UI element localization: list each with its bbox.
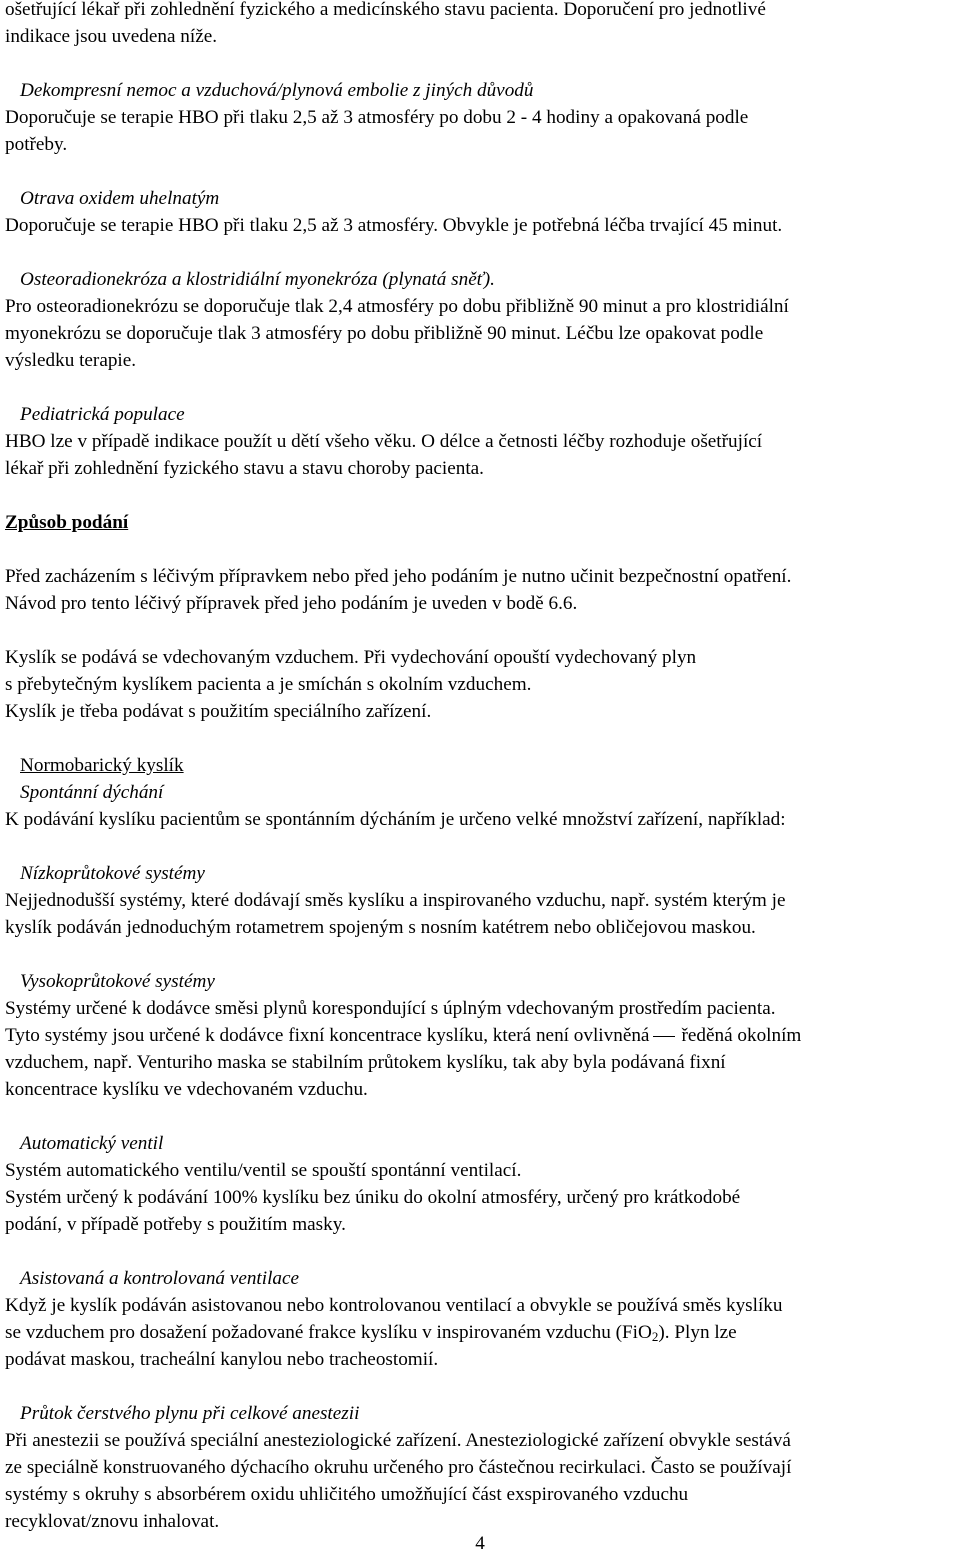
section-otrava <box>5 185 957 239</box>
section-title: Normobarický kyslík <box>20 755 184 776</box>
text-line: Systémy určené k dodávce směsi plynů korespondující s úplným vdechovaným prostředím pacienta. <box>5 998 776 1019</box>
section-dekompresni <box>5 77 957 158</box>
section-prutok <box>5 1400 957 1535</box>
section-subtitle: Průtok čerstvého plynu při celkové anestezii <box>20 1403 360 1424</box>
text-line: ošetřující lékař při zohlednění fyzického a medicínského stavu pacienta. Doporučení pro jednotlivé <box>5 0 766 20</box>
text-line: indikace jsou uvedena níže. <box>5 26 218 47</box>
section-normobaricky <box>5 752 957 833</box>
section-subtitle: Osteoradionekróza a klostridiální myonekróza (plynatá sněť). <box>20 269 495 290</box>
text-line: ze speciálně konstruovaného dýchacího okruhu určeného pro částečnou recirkulaci. Často se používají <box>5 1457 792 1478</box>
section-osteoradionekroza <box>5 266 957 374</box>
text-line: recyklovat/znovu inhalovat. <box>5 1511 220 1532</box>
text-line: Před zacházením s léčivým přípravkem nebo před jeho podáním je nutno učinit bezpečnostní opatření. <box>5 566 792 587</box>
text-span: se vzduchem pro dosažení požadované frakce kyslíku v inspirovaném vzduchu (FiO <box>5 1322 652 1343</box>
section-subtitle: Vysokoprůtokové systémy <box>20 971 215 992</box>
page-number: 4 <box>475 1533 485 1554</box>
text-line: vzduchem, např. Venturiho maska se stabilním průtokem kyslíku, tak aby byla podávaná fixní <box>5 1052 726 1073</box>
section-subtitle: Pediatrická populace <box>20 404 185 425</box>
text-line: kyslík podáván jednoduchým rotametrem spojeným s nosním katétrem nebo obličejovou maskou. <box>5 917 756 938</box>
subscript: 2 <box>651 1329 659 1344</box>
text-span: ). Plyn lze <box>658 1322 737 1343</box>
text-line: K podávání kyslíku pacientům se spontánním dýcháním je určeno velké množství zařízení, například: <box>5 809 786 830</box>
text-line: podání, v případě potřeby s použitím masky. <box>5 1214 346 1235</box>
text-line: Doporučuje se terapie HBO při tlaku 2,5 až 3 atmosféry po dobu 2 - 4 hodiny a opakovaná podle <box>5 107 749 128</box>
section-subtitle: Nízkoprůtokové systémy <box>20 863 205 884</box>
text-line <box>5 1022 957 1049</box>
section-subtitle: Spontánní dýchání <box>20 782 164 803</box>
section-asistovana <box>5 1265 957 1373</box>
section-automaticky-ventil <box>5 1130 957 1238</box>
text-line: Při anestezii se používá speciální anesteziologické zařízení. Anesteziologické zařízení obvykle sestává <box>5 1430 791 1451</box>
text-line <box>5 1319 957 1346</box>
text-line: Systém automatického ventilu/ventil se spouští spontánní ventilací. <box>5 1160 522 1181</box>
section-heading: Způsob podání <box>5 512 129 533</box>
section-pediatricka <box>5 401 957 482</box>
section-vysokoprutokove <box>5 968 957 1103</box>
intro-paragraph <box>5 0 957 50</box>
text-span: Tyto systémy jsou určené k dodávce fixní koncentrace kyslíku, která není ovlivněná <box>5 1025 650 1046</box>
text-line: s přebytečným kyslíkem pacienta a je smíchán s okolním vzduchem. <box>5 674 532 695</box>
text-line: Nejjednodušší systémy, které dodávají směs kyslíku a inspirovaného vzduchu, např. systém kterým je <box>5 890 786 911</box>
section-nizkoprutokove <box>5 860 957 941</box>
text-line: výsledku terapie. <box>5 350 137 371</box>
text-line: Pro osteoradionekrózu se doporučuje tlak 2,4 atmosféry po dobu přibližně 90 minut a pro klostridiální <box>5 296 789 317</box>
document-page <box>5 0 957 1535</box>
text-line: Návod pro tento léčivý přípravek před jeho podáním je uveden v bodě 6.6. <box>5 593 578 614</box>
text-line: Systém určený k podávání 100% kyslíku bez úniku do okolní atmosféry, určený pro krátkodobé <box>5 1187 741 1208</box>
section-title-wrap <box>5 752 957 779</box>
text-line: koncentrace kyslíku ve vdechovaném vzduchu. <box>5 1079 368 1100</box>
section-subtitle: Otrava oxidem uhelnatým <box>20 188 220 209</box>
text-line: Kyslík je třeba podávat s použitím speciálního zařízení. <box>5 701 432 722</box>
text-line: lékař při zohlednění fyzického stavu a stavu choroby pacienta. <box>5 458 484 479</box>
text-line: myonekrózu se doporučuje tlak 3 atmosféry po dobu přibližně 90 minut. Léčbu lze opakovat podle <box>5 323 764 344</box>
section-subtitle: Asistovaná a kontrolovaná ventilace <box>20 1268 300 1289</box>
text-line: HBO lze v případě indikace použít u dětí všeho věku. O délce a četnosti léčby rozhoduje ošetřující <box>5 431 763 452</box>
section-subtitle: Dekompresní nemoc a vzduchová/plynová embolie z jiných důvodů <box>20 80 534 101</box>
text-line: Když je kyslík podáván asistovanou nebo kontrolovanou ventilací a obvykle se používá směs kyslíku <box>5 1295 783 1316</box>
text-line: systémy s okruhy s absorbérem oxidu uhličitého umožňující část exspirovaného vzduchu <box>5 1484 689 1505</box>
section-zpusob-podani <box>5 509 957 725</box>
text-line: Doporučuje se terapie HBO při tlaku 2,5 až 3 atmosféry. Obvykle je potřebná léčba trvající 45 minut. <box>5 215 783 236</box>
text-line: Kyslík se podává se vdechovaným vzduchem. Při vydechování opouští vydechovaný plyn <box>5 647 697 668</box>
text-line: potřeby. <box>5 134 68 155</box>
text-span: ředěná okolním <box>681 1025 802 1046</box>
text-line: podávat maskou, tracheální kanylou nebo tracheostomií. <box>5 1349 439 1370</box>
section-subtitle: Automatický ventil <box>20 1133 164 1154</box>
dash-glyph <box>653 1036 675 1037</box>
